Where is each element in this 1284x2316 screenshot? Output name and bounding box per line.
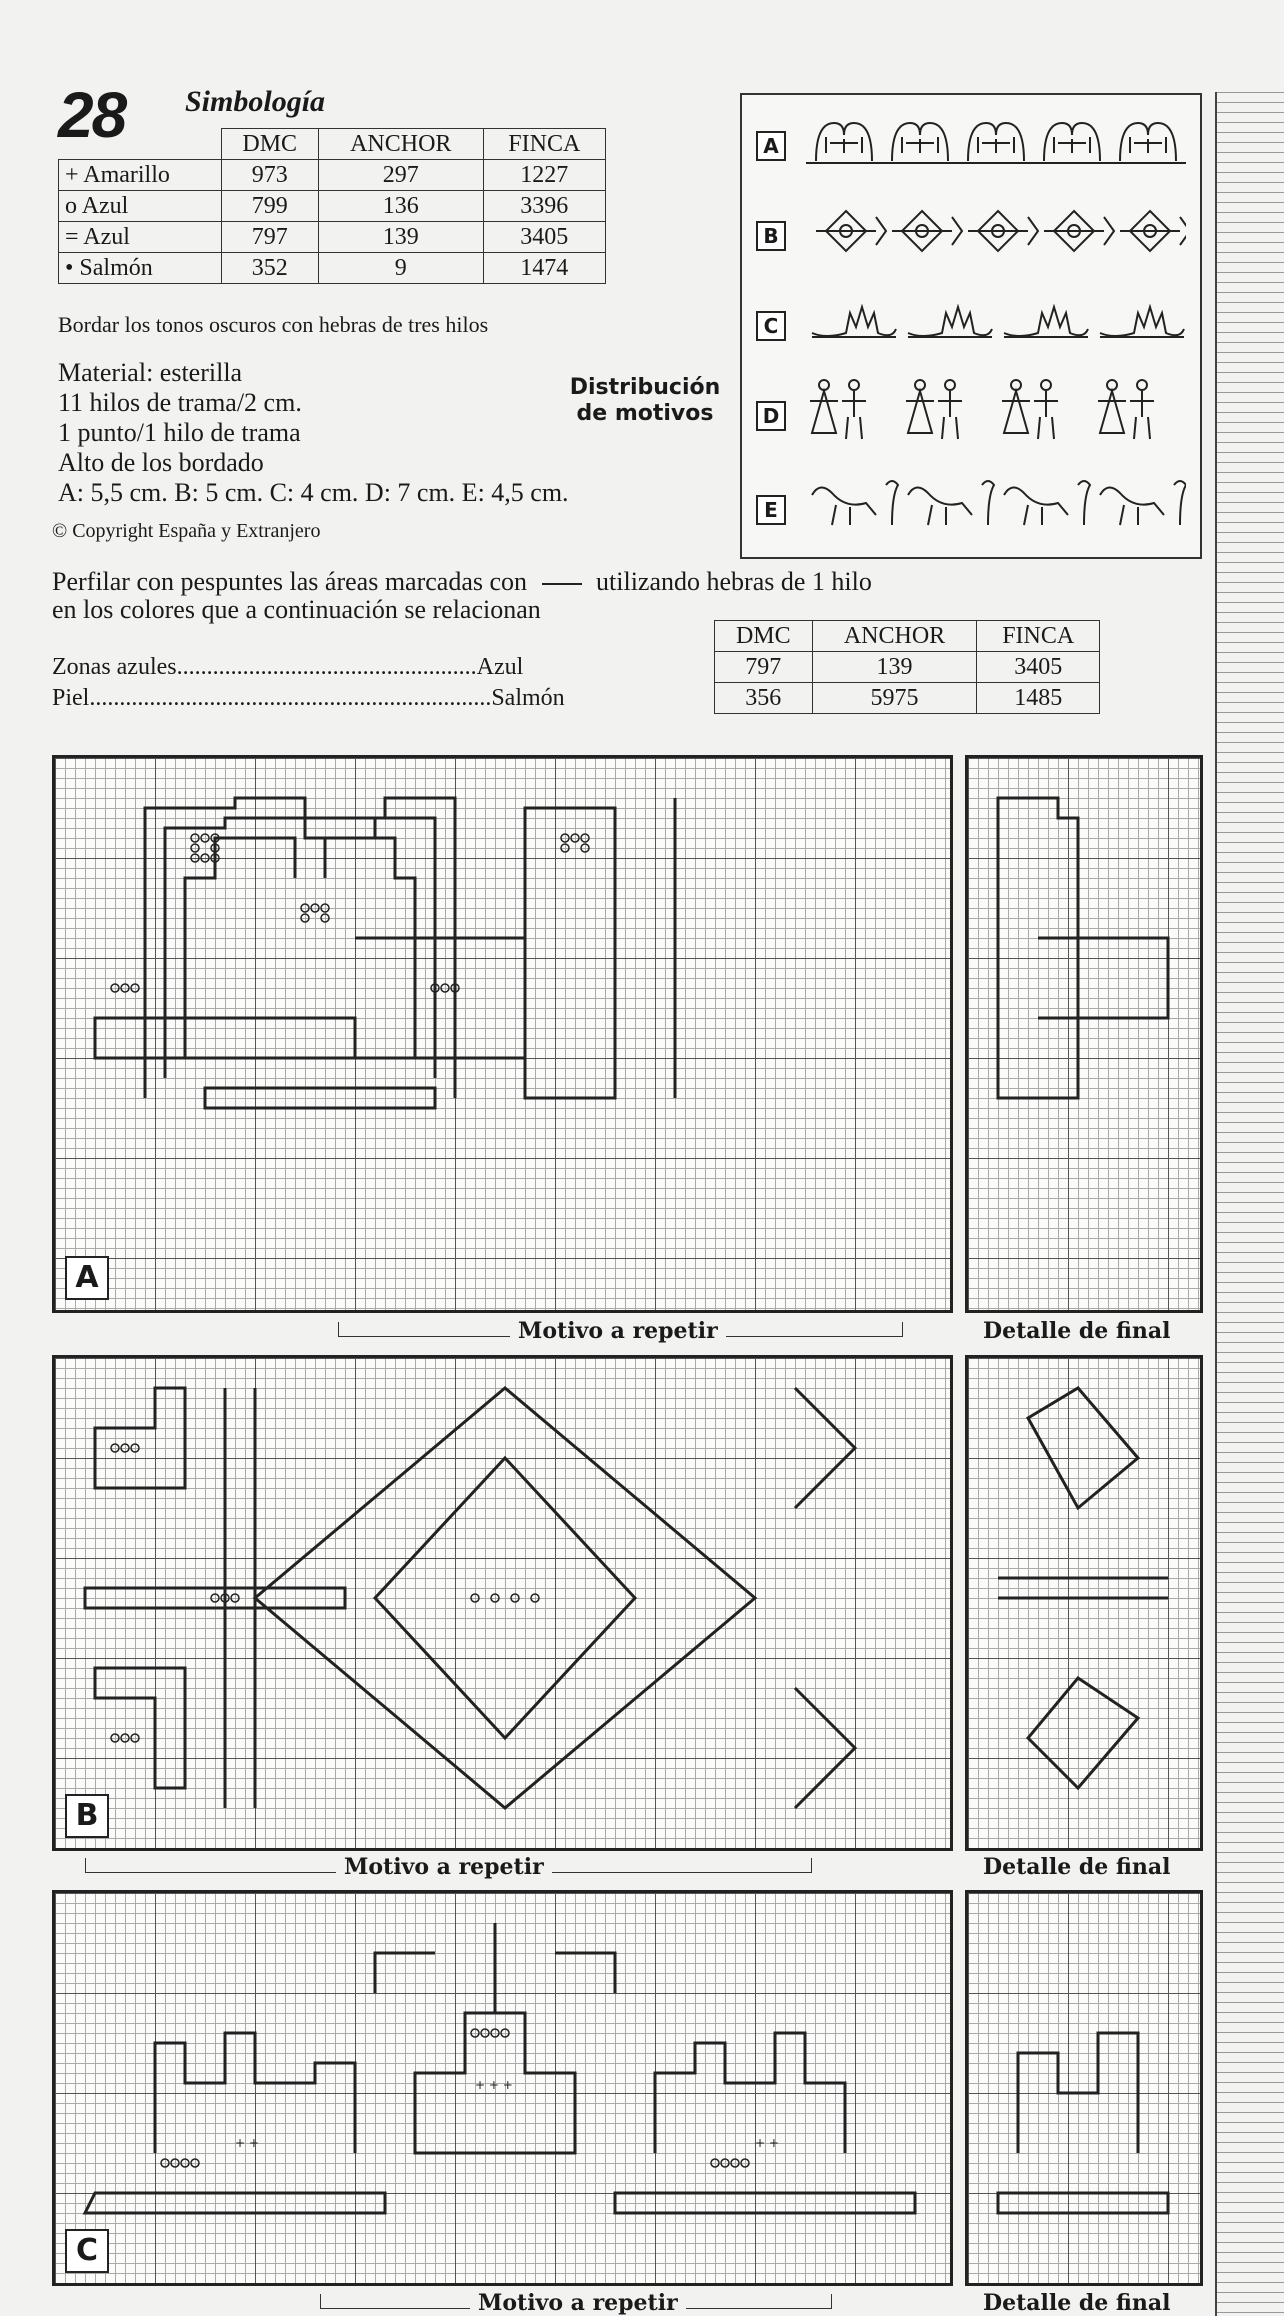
motif-label-e: E: [756, 495, 786, 525]
motif-label-b: B: [756, 221, 786, 251]
col-dmc: DMC: [221, 129, 318, 160]
chart-a-end-caption: Detalle de final: [983, 1318, 1171, 1344]
motif-distribution-box: [740, 93, 1202, 559]
chart-c: [52, 1890, 953, 2286]
table-row: Zonas azules..................................................Azul 797 139 3405: [52, 652, 1100, 683]
chart-b-end: [965, 1355, 1203, 1851]
col-anchor: ANCHOR: [318, 129, 483, 160]
symbol-table-title: Simbología: [185, 85, 326, 118]
motif-label-a: A: [756, 131, 786, 161]
motif-strip-b: [806, 203, 1186, 259]
table-row: o Azul 799 136 3396: [59, 191, 606, 222]
chart-c-end-caption: Detalle de final: [983, 2290, 1171, 2316]
chart-b-label: B: [65, 1794, 109, 1838]
chart-c-label: C: [65, 2229, 109, 2273]
height-title: Alto de los bordado: [58, 448, 264, 477]
chart-a-repeat-caption: Motivo a repetir: [510, 1318, 726, 1344]
motif-strip-d: [806, 375, 1186, 445]
stitch-note: 1 punto/1 hilo de trama: [58, 418, 301, 447]
adjacent-page-grid: [1215, 92, 1284, 2316]
svg-text:+ +: + +: [755, 2136, 779, 2150]
distribution-title: Distribución de motivos: [569, 375, 721, 426]
svg-text:+ +: + +: [235, 2136, 259, 2150]
outline-instruction-2: en los colores que a continuación se relacionan: [52, 595, 541, 624]
motif-strip-a: [806, 113, 1186, 169]
weft-note: 11 hilos de trama/2 cm.: [58, 388, 302, 417]
table-row: + Amarillo 973 297 1227: [59, 160, 606, 191]
chart-b: [52, 1355, 953, 1851]
chart-a: [52, 755, 953, 1313]
material-note: Material: esterilla: [58, 358, 243, 387]
col-finca: FINCA: [483, 129, 605, 160]
motif-strip-c: [806, 293, 1186, 349]
chart-a-pattern: [55, 758, 950, 1310]
copyright: © Copyright España y Extranjero: [52, 520, 321, 542]
chart-b-end-caption: Detalle de final: [983, 1854, 1171, 1880]
outline-instruction-1: Perfilar con pespuntes las áreas marcadas con utilizando hebras de 1 hilo: [52, 567, 872, 596]
heights-note: A: 5,5 cm. B: 5 cm. C: 4 cm. D: 7 cm. E: 4,5 cm.: [58, 478, 569, 507]
symbol: •: [65, 255, 74, 281]
chart-a-end: [965, 755, 1203, 1313]
motif-strip-e: [806, 475, 1186, 531]
motif-label-c: C: [756, 311, 786, 341]
chart-c-end: [965, 1890, 1203, 2286]
motif-label-d: D: [756, 401, 786, 431]
symbol: o: [65, 193, 77, 219]
symbol: +: [65, 162, 79, 188]
symbol-table: [58, 128, 606, 284]
table-row: • Salmón 352 9 1474: [59, 253, 606, 284]
symbol: =: [65, 224, 79, 250]
table-row: Piel...................................................................Salmón 356 5975 1485: [52, 683, 1100, 714]
chart-c-pattern: [55, 1893, 950, 2283]
outline-color-table: DMC ANCHOR FINCA Zonas azules..................................................Azul 797 139 3405 Piel...................................................................Salmón 356 5975 1485: [52, 620, 1100, 714]
table-row: = Azul 797 139 3405: [59, 222, 606, 253]
chart-a-label: A: [65, 1256, 109, 1300]
svg-text:+ + +: + + +: [475, 2078, 513, 2092]
chart-b-pattern: [55, 1358, 950, 1848]
chart-c-repeat-caption: Motivo a repetir: [470, 2290, 686, 2316]
page-number: 28: [58, 79, 126, 151]
threads-note: Bordar los tonos oscuros con hebras de tres hilos: [58, 312, 489, 337]
chart-b-repeat-caption: Motivo a repetir: [336, 1854, 552, 1880]
